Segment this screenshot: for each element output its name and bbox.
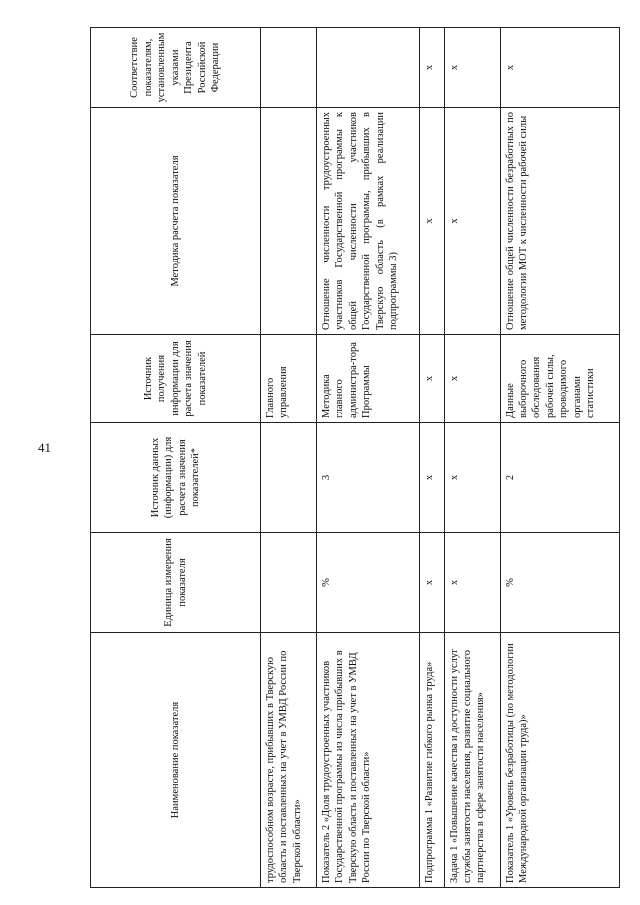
row-compliance	[261, 28, 317, 108]
table-row	[500, 28, 619, 888]
header-unit: Единица измерения показателя	[91, 533, 261, 633]
row-source-info: Данные выборочного обследования рабочей силы, проводимого органами статистики	[500, 335, 619, 423]
row-compliance: x	[500, 28, 619, 108]
row-source-data: x	[420, 423, 444, 533]
header-name: Наименование показателя	[91, 633, 261, 888]
row-unit: x	[444, 533, 500, 633]
row-compliance	[316, 28, 420, 108]
row-method: x	[444, 108, 500, 335]
row-unit: x	[420, 533, 444, 633]
row-name: Показатель 2 «Доля трудоустроенных участников Государственной программы из числа прибывших в Тверскую область и поставленных на учет в УМВД России по Тверской области»	[316, 633, 420, 888]
header-method: Методика расчета показателя	[91, 108, 261, 335]
row-unit: %	[500, 533, 619, 633]
rotated-table-container	[90, 28, 620, 888]
row-method: Отношение численности трудоустроенных участников Государственной программы к общей численности участников Государственной программы, прибывших в Тверскую область (в рамках реализации подпрограммы 3)	[316, 108, 420, 335]
row-source-info: Главного управления	[261, 335, 317, 423]
indicator-table	[90, 27, 620, 888]
row-method: Отношение общей численности безработных по методологии МОТ к численности рабочей силы	[500, 108, 619, 335]
row-compliance: x	[444, 28, 500, 108]
row-source-data: 3	[316, 423, 420, 533]
row-method: x	[420, 108, 444, 335]
row-source-data: 2	[500, 423, 619, 533]
row-source-data	[261, 423, 317, 533]
table-header-row	[91, 28, 261, 888]
header-source-data: Источник данных (информации) для расчета значения показателей*	[91, 423, 261, 533]
row-source-info: x	[444, 335, 500, 423]
table-row	[316, 28, 420, 888]
table-row	[444, 28, 500, 888]
row-compliance: x	[420, 28, 444, 108]
row-source-data: x	[444, 423, 500, 533]
row-name: Подпрограмма 1 «Развитие гибкого рынка труда»	[420, 633, 444, 888]
page-number: 41	[38, 440, 51, 455]
table-row	[420, 28, 444, 888]
table-row	[261, 28, 317, 888]
row-unit	[261, 533, 317, 633]
row-name: трудоспособном возрасте, прибывших в Тверскую область и поставленных на учет в УМВД России по Тверской области»	[261, 633, 317, 888]
header-compliance: Соответствие показателям, установленным указами Президента Российской Федерации	[91, 28, 261, 108]
row-unit: %	[316, 533, 420, 633]
row-method	[261, 108, 317, 335]
header-source-info: Источник получения информации для расчета значения показателей	[91, 335, 261, 423]
row-source-info: Методика главного администра-тора Программы	[316, 335, 420, 423]
row-name: Показатель 1 «Уровень безработицы (по методологии Международной организации труда)»	[500, 633, 619, 888]
row-name: Задача 1 «Повышение качества и доступности услуг службы занятости населения, развитие социального партнерства в сфере занятости населения»	[444, 633, 500, 888]
row-source-info: x	[420, 335, 444, 423]
